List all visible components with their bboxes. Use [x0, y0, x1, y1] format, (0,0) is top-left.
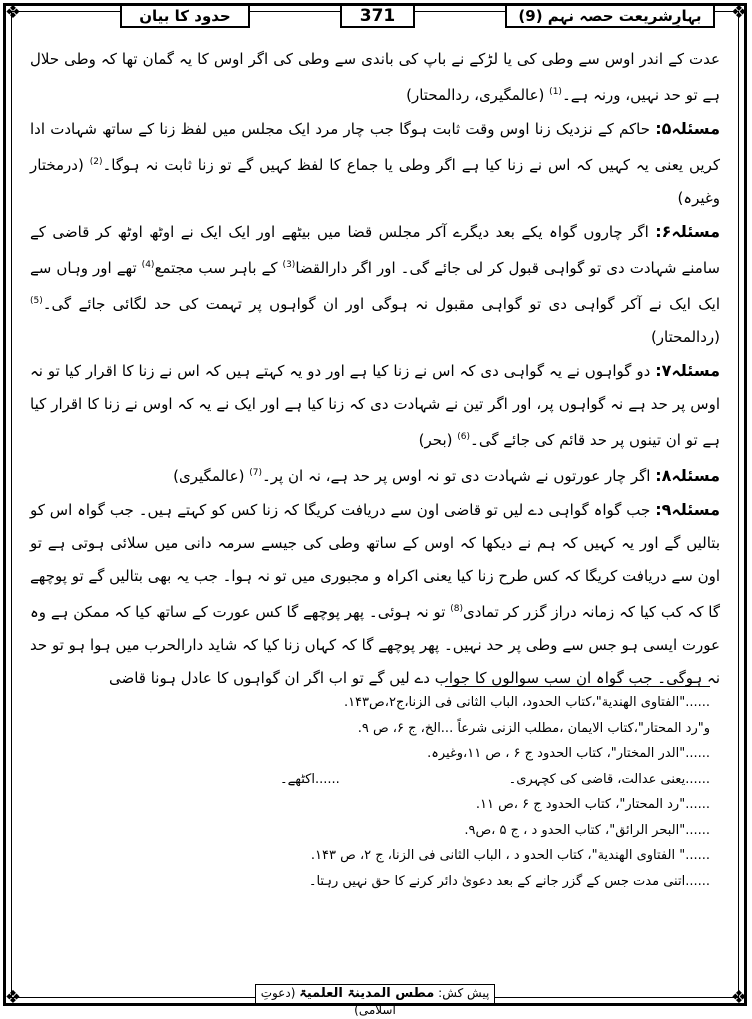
footnote-ref[interactable]: (4)	[141, 260, 155, 270]
masala-label: مسئلہ۶:	[655, 222, 720, 241]
source-citation: (عالمگیری)	[173, 467, 245, 485]
page-header	[0, 0, 752, 36]
footnote-item: ......یعنی عدالت، قاضی کی کچہری۔	[508, 771, 710, 787]
footnote-ref[interactable]: (2)	[89, 157, 103, 167]
footnote-pair	[280, 767, 710, 793]
footnote-item: ......"الدر المختار"، کتاب الحدود ج ۶ ، ص ۱۱،وغیرہ.	[427, 746, 710, 761]
masala-label: مسئلہ۷:	[655, 361, 720, 380]
paragraph: مسئلہ۷: دو گواہوں نے یہ گواہی دی کہ اس نے زنا کیا ہے اور دو یہ کہتے ہیں کہ اس نے زنا کا اقرار کیا تو نہ اوس پر حد ہے نہ گواہوں پر، اور اگر تین نے شہادت دی کہ زنا کیا ہے اور ایک نے یہ کہ اوس نے زنا کا اقرار کیا ہے تو ان تینوں پر حد قائم کی جائے گی۔$^{(6)}$ (بحر)	[30, 361, 720, 449]
footnote-item: ......اکٹھے۔	[280, 771, 340, 787]
source-citation: (ردالمحتار)	[650, 328, 720, 346]
corner-ornament-icon: ❖	[730, 987, 748, 1008]
masala-label: مسئلہ۵:	[655, 119, 720, 138]
masala-label: مسئلہ۹:	[655, 500, 720, 519]
footnote-item: ......"البحر الرائق"، کتاب الحدو د ، ج ۵ ،ص۹.	[464, 822, 710, 838]
footnote-ref[interactable]: (6)	[457, 432, 471, 442]
paragraph: مسئلہ۸: اگر چار عورتوں نے شہادت دی تو نہ اوس پر حد ہے، نہ ان پر۔$^{(7)}$ (عالمگیری)	[173, 466, 720, 485]
masala-label: مسئلہ۸:	[655, 466, 720, 485]
footnote-ref[interactable]: (7)	[249, 468, 262, 478]
footer-prefix: پیش کش:	[438, 986, 490, 1000]
page-footer	[255, 984, 495, 1017]
footnote-item: ......"رد المحتار"، کتاب الحدود ج ۶ ،ص ۱۱.	[475, 797, 710, 812]
footnote-item: و"رد المحتار"،کتاب الایمان ،مطلب الزنی شرعاً ...الخ، ج ۶، ص ۹.	[357, 720, 710, 736]
paragraph: مسئلہ۹: جب گواہ گواہی دے لیں تو قاضی اون سے دریافت کریگا کہ زنا کس کو کہتے ہیں۔ جب گواہ اس کو بتالیں گے اور یہ کہیں کہ ہم نے دیکھا کہ اوس کے ساتھ وطی کی جیسے سرمہ دانی میں سلائی ہوتی ہے تو اون سے دریافت کریگا کہ کس طرح زنا کیا یعنی اکراہ و مجبوری میں تو نہ ہوا۔ جب یہ بھی بتالیں گے تو پوچھے گا کہ کب کیا کہ زمانہ دراز گزر کر تمادی$^{(8)}$ تو نہ ہوئی۔ پھر پوچھے گا کس عورت کے ساتھ کیا کہ ممکن ہے وہ عورت ایسی ہو جس سے وطی پر حد نہیں۔ پھر پوچھے گا کہ کہاں زنا کیا کہ شاید دارالحرب میں ہوا ہو تو حد نہ ہوگی۔ جب گواہ ان سب سوالوں کا جواب دے لیں گے تو اب اگر ان گواہوں کا عادل ہونا قاضی	[30, 500, 720, 687]
paragraph: مسئلہ۵: حاکم کے نزدیک زنا اوس وقت ثابت ہوگا جب چار مرد ایک مجلس میں لفظ زنا کے ساتھ شہادت ادا کریں یعنی یہ کہیں کہ اس نے زنا کیا ہے اگر وطی یا جماع کا لفظ کہیں گے تو زنا ثابت نہ ہوگا۔$^{(2)}$ (درمختار وغیرہ)	[30, 119, 720, 207]
footnote-ref[interactable]: (5)	[30, 296, 43, 306]
corner-ornament-icon: ❖	[730, 2, 748, 23]
source-citation: (عالمگیری، ردالمحتار)	[406, 86, 545, 104]
paragraph: عدت کے اندر اوس سے وطی کی یا لڑکے نے باپ کی باندی سے وطی کی اگر اوس کا یہ گمان تھا کہ وطی حلال ہے تو حد نہیں، ورنہ ہے۔$^{(1)}$ (عالمگیری، ردالمحتار)	[30, 50, 720, 104]
paragraph: مسئلہ۶: اگر چاروں گواہ یکے بعد دیگرے آکر مجلس قضا میں بیٹھے اور ایک ایک نے اوٹھ اوٹھ کر قاضی کے سامنے شہادت دی تو گواہی قبول کر لی جائے گی۔ اور اگر دارالقضا$^{(3)}$ کے باہر سب مجتمع$^{(4)}$ تھے اور وہاں سے ایک ایک نے آکر گواہی دی تو گواہی مقبول نہ ہوگی اور ان گواہوں پر تہمت کی حد لگائی جائے گی۔$^{(5)}$ (ردالمحتار)	[30, 222, 720, 346]
corner-ornament-icon: ❖	[4, 2, 22, 23]
footnote-item: ......اتنی مدت جس کے گزر جانے کے بعد دعویٰ دائر کرنے کا حق نہیں رہتا۔	[308, 873, 710, 889]
body-text	[30, 43, 720, 695]
source-citation: (درمختار وغیرہ)	[30, 156, 720, 207]
footnote-ref[interactable]: (1)	[549, 87, 562, 97]
organization-name: (دعوتِ اسلامی)	[260, 986, 396, 1017]
footnote-ref[interactable]: (8)	[450, 604, 463, 614]
page-number: 371	[340, 4, 415, 28]
book-title: بہارِشریعت حصہ نہم (9)	[505, 4, 715, 28]
footnotes	[40, 690, 710, 894]
corner-ornament-icon: ❖	[4, 987, 22, 1008]
publisher-name: مطس المدینۃ العلمیۃ	[299, 986, 435, 1001]
source-citation: (بحر)	[418, 431, 453, 449]
footnote-divider	[445, 686, 710, 687]
chapter-title: حدود کا بیان	[120, 4, 250, 28]
footnote-item: ......"الفتاوی الھندیة"،کتاب الحدود، الباب الثانی فی الزنا،ج۲،ص۱۴۳.	[343, 695, 710, 710]
footnote-item: ......" الفتاوی الھندیة"، کتاب الحدو د ، الباب الثانی فی الزنا، ج ۲، ص ۱۴۳.	[310, 848, 710, 863]
footnote-ref[interactable]: (3)	[282, 260, 296, 270]
